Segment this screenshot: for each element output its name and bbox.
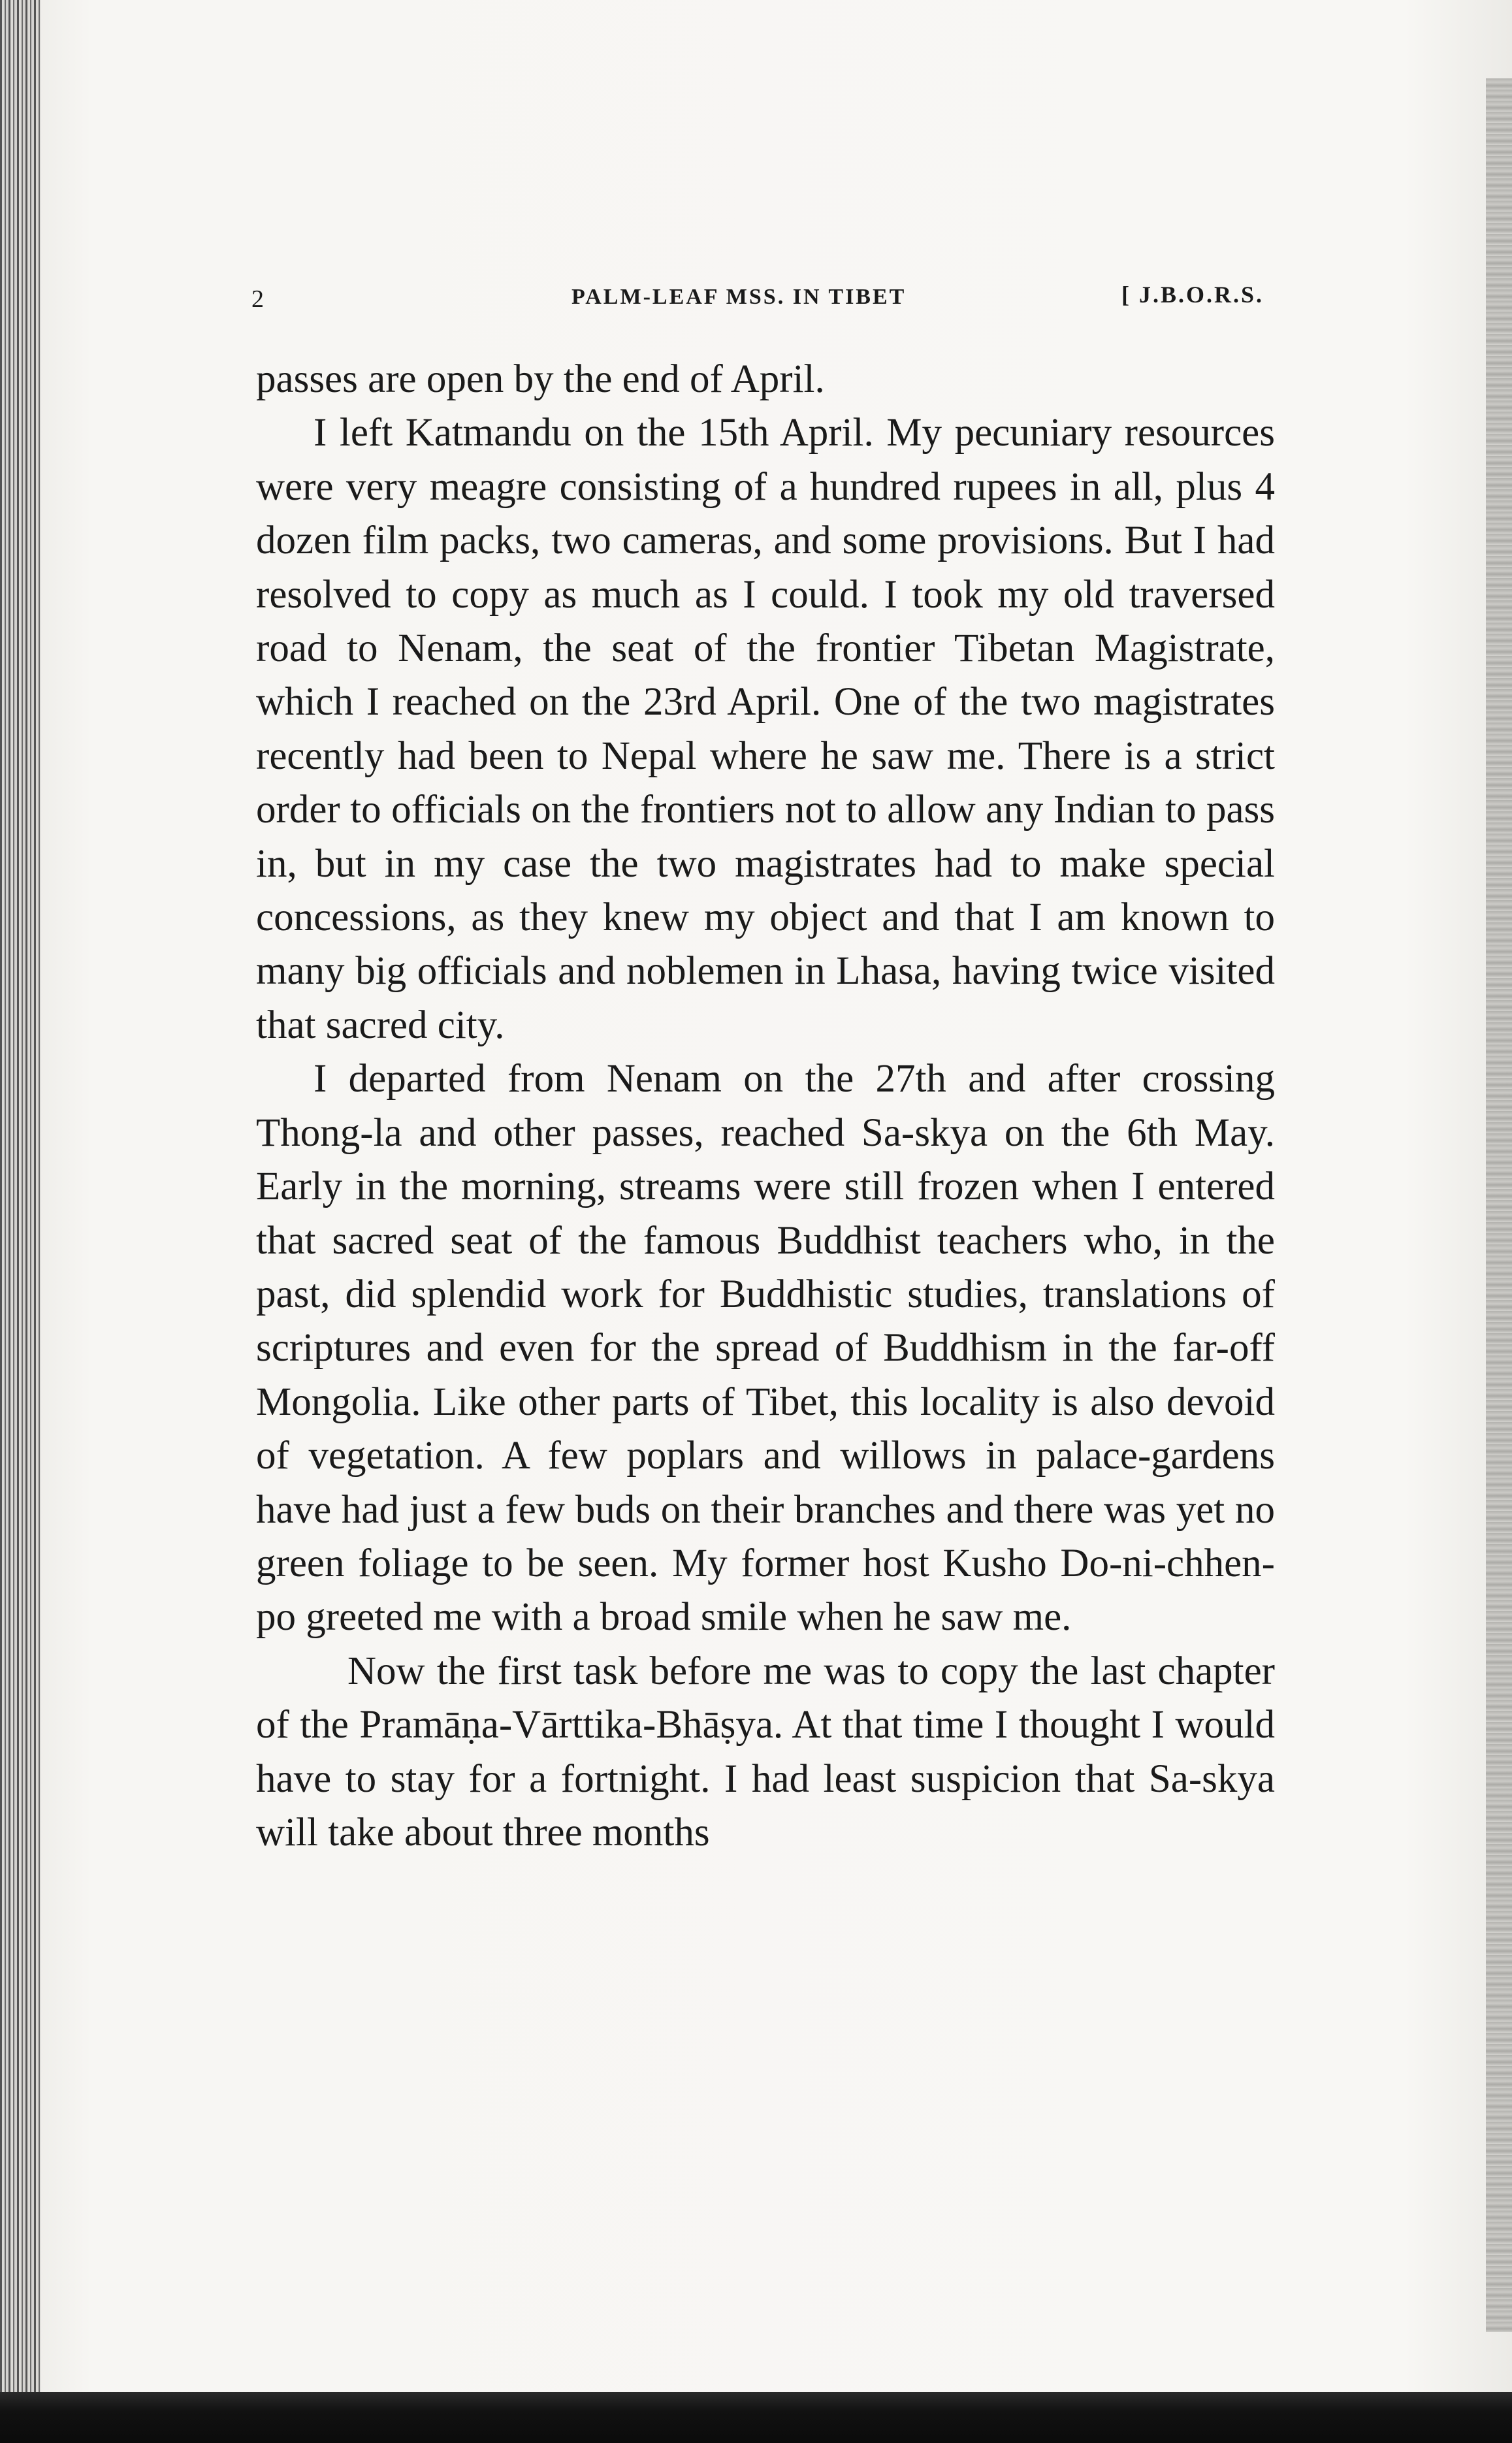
page-number: 2 bbox=[251, 285, 265, 313]
running-head bbox=[251, 282, 1264, 324]
running-title: PALM-LEAF MSS. IN TIBET bbox=[571, 285, 907, 309]
paragraph: I left Katmandu on the 15th April. My pecuniary resources were very meagre consisting of a hundred rupees in all, plus 4 dozen film packs, two cameras, and some provisions. But I had resolved to copy as much as I could. I took my old traversed road to Nenam, the seat of the frontier Tibetan Magistrate, which I reached on the 23rd April. One of the two magistrates recently had been to Nepal where he saw me. There is a strict order to officials on the frontiers not to allow any Indian to pass in, but in my case the two magistrates had to make special concessions, as they knew my object and that I am known to many big officials and noblemen in Lhasa, having twice visited that sacred city. bbox=[256, 411, 1275, 1047]
paragraph: I departed from Nenam on the 27th and after crossing Thong-la and other passes, reached Sa-skya on the 6th May. Early in the morning, streams were still frozen when I entered that sacred seat of the famous Buddhist teachers who, in the past, did splendid work for Buddhistic studies, translations of scriptures and even for the spread of Buddhism in the far-off Mongolia. Like other parts of Tibet, this locality is also devoid of vegetation. A few poplars and willows in palace-gardens have had just a few buds on their branches and there was yet no green foliage to be seen. My former host Kusho Do-ni-chhen-po greeted me with a broad smile when he saw me. bbox=[256, 1057, 1275, 1640]
body-text bbox=[256, 353, 1275, 1860]
paragraph-continuation: passes are open by the end of April. bbox=[256, 357, 825, 401]
book-spine-edge bbox=[0, 0, 40, 2443]
journal-abbreviation: [ J.B.O.R.S. bbox=[1121, 282, 1264, 308]
paragraph: Now the first task before me was to copy the last chapter of the Pramāṇa-Vārttika-Bhāṣya. At that time I thought I would have to stay for a fortnight. I had least suspicion that Sa-skya will take about three months bbox=[256, 1649, 1275, 1854]
scan-bottom-shadow bbox=[0, 2392, 1512, 2443]
page-edge bbox=[1486, 78, 1512, 2332]
